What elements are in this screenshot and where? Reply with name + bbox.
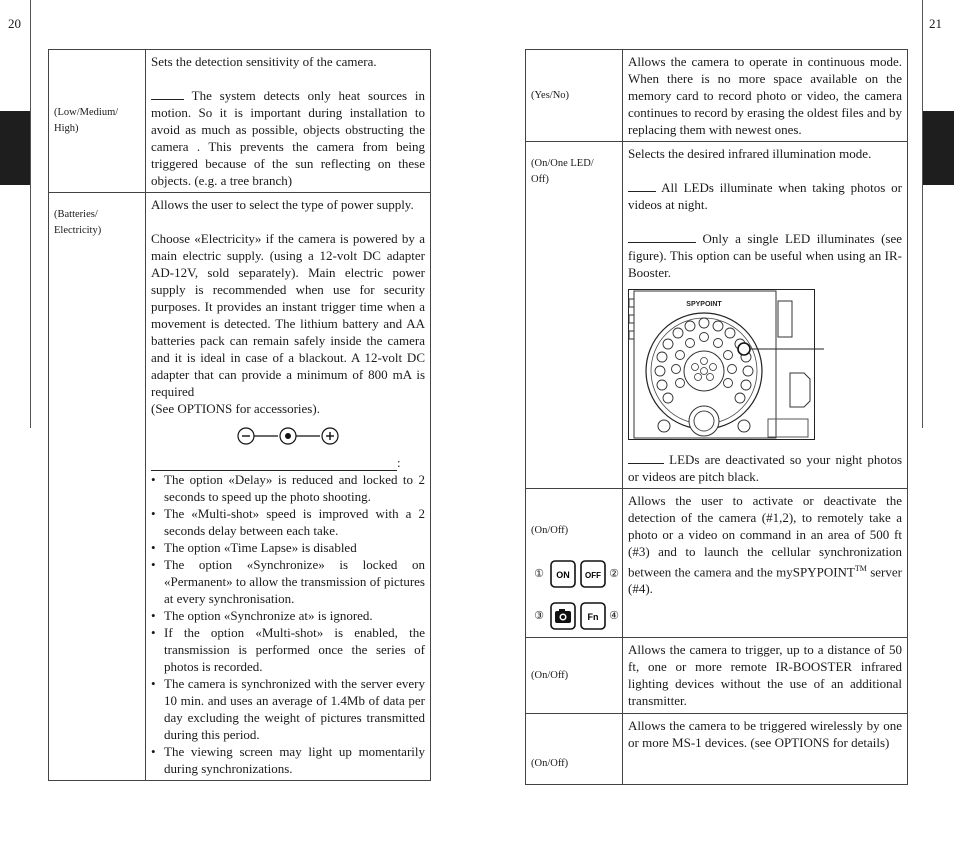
option-values-label: (Low/Medium/ High) [49,50,146,193]
list-item: • The camera is synchronized with the server every 10 min. and uses an average of 1.4Mb of data per day excluding the weight of pictures transmitted during this period. [151,675,425,743]
on-button-icon [550,560,576,588]
option-value-blank [151,87,184,100]
page-number-right: 21 [929,16,942,31]
svg-text:Fn: Fn [587,612,599,622]
trademark-mark: TM [854,564,867,573]
electricity-bullet-list [151,471,425,777]
option-values-label: (On/Off) [526,714,623,785]
table-row [49,50,431,193]
list-item: • The option «Delay» is reduced and locked to 2 seconds to speed up the photo shooting. [151,471,425,505]
svg-text:ON: ON [556,570,570,580]
camera-button-icon [550,602,576,630]
thumb-tab-right [923,111,954,185]
description-text: Allows the user to activate or deactivate the detection of the camera (#1,2), to remotely take a photo or a video on command in an area of 500 ft (#3) and to launch the cellular synchronization between the camera and the mySPYPOINT [628,493,902,580]
option-description: Allows the camera to operate in continuous mode. When there is no more space available on the memory card to record photo or video, the camera continues to record by erasing the oldest files and by replacing them with newest ones. [623,50,908,142]
list-item: • The option «Synchronize at» is ignored. [151,607,425,624]
icon-number: ④ [609,610,619,622]
option-values-label: (On/One LED/ Off) [526,142,623,489]
led-figure [628,289,902,441]
fn-button-icon [580,602,606,630]
description-text: Choose «Electricity» if the camera is powered by a main electric supply. (using a 12-volt DC adapter AD-12V, sold separately). Main electric power supply is recommended when use for security purposes. It provides an instant trigger time when a movement is detected. The lithium battery and AA batteries pack can remain safely inside the camera and it is ideal in case of a blackout. A 12-volt DC adapter that can provide a minimum of 800 mA is required [151,231,425,399]
right-settings-table [525,49,908,785]
description-intro: Allows the user to select the type of power supply. [151,197,414,212]
margin-rule-left [30,0,31,428]
thumb-tab-left [0,111,30,185]
table-row [49,193,431,781]
figure-logo: SPYPOINT [686,301,722,308]
list-item: • The option «Synchronize» is locked on «Permanent» to allow the transmission of pictures at every synchronisation. [151,556,425,607]
list-item: • The option «Time Lapse» is disabled [151,539,425,556]
description-intro: Sets the detection sensitivity of the camera. [151,54,377,69]
page-number-left: 20 [8,16,21,31]
options-reference: (See OPTIONS for accessories). [151,401,320,416]
margin-rule-right [922,0,923,428]
option-values-label: (Yes/No) [526,50,623,142]
option-description [623,142,908,489]
description-text: The system detects only heat sources in motion. So it is important during installation to avoid as much as possible, objects obstructing the camera . This prevents the camera from being triggered because of the sun reflecting on these objects. (e.g. a tree branch) [151,88,426,188]
description-text: All LEDs illuminate when taking photos or videos at night. [628,180,902,212]
off-button-icon [580,560,606,588]
list-item: • The «Multi-shot» speed is improved with a 2 seconds delay between each take. [151,505,425,539]
description-intro: Selects the desired infrared illumination mode. [628,146,872,161]
table-row [526,638,908,714]
option-values-label: (On/Off) [526,638,623,714]
option-description [623,489,908,638]
list-item: • The viewing screen may light up momentarily during synchronizations. [151,743,425,777]
option-description: Allows the camera to be triggered wirelessly by one or more MS-1 devices. (see OPTIONS for details) [623,714,908,785]
subheading-colon: : [397,455,401,470]
description-text: LEDs are deactivated so your night photos or videos are pitch black. [628,452,903,484]
option-values-cell [526,489,623,638]
table-row [526,142,908,489]
description-text-end: server (#4). [628,564,902,597]
dc-polarity-icon [236,425,340,447]
table-row [526,489,908,638]
icon-number: ③ [534,610,544,622]
option-values-label: (On/Off) [531,525,569,536]
option-value-blank [628,451,664,464]
table-row [526,714,908,785]
option-description [146,50,431,193]
icon-number: ② [609,568,619,580]
subheading-blank [151,458,397,471]
polarity-diagram [151,421,425,451]
option-description: Allows the camera to trigger, up to a distance of 50 ft, one or more remote IR-BOOSTER infrared lighting devices without the use of an additional transmitter. [623,638,908,714]
table-row [526,50,908,142]
left-settings-table [48,49,431,781]
svg-text:OFF: OFF [585,571,601,580]
option-description [146,193,431,781]
option-value-blank [628,230,696,243]
icon-number: ① [534,568,544,580]
list-item: • If the option «Multi-shot» is enabled, the transmission is performed once the series of photos is recorded. [151,624,425,675]
electricity-subheading [151,453,425,471]
description-text: Only a single LED illuminates (see figure). This option can be useful when using an IR-Booster. [628,231,903,280]
option-value-blank [628,179,656,192]
option-values-label: (Batteries/ Electricity) [49,193,146,781]
camera-led-illustration [628,289,824,441]
remote-button-icons [531,553,622,637]
